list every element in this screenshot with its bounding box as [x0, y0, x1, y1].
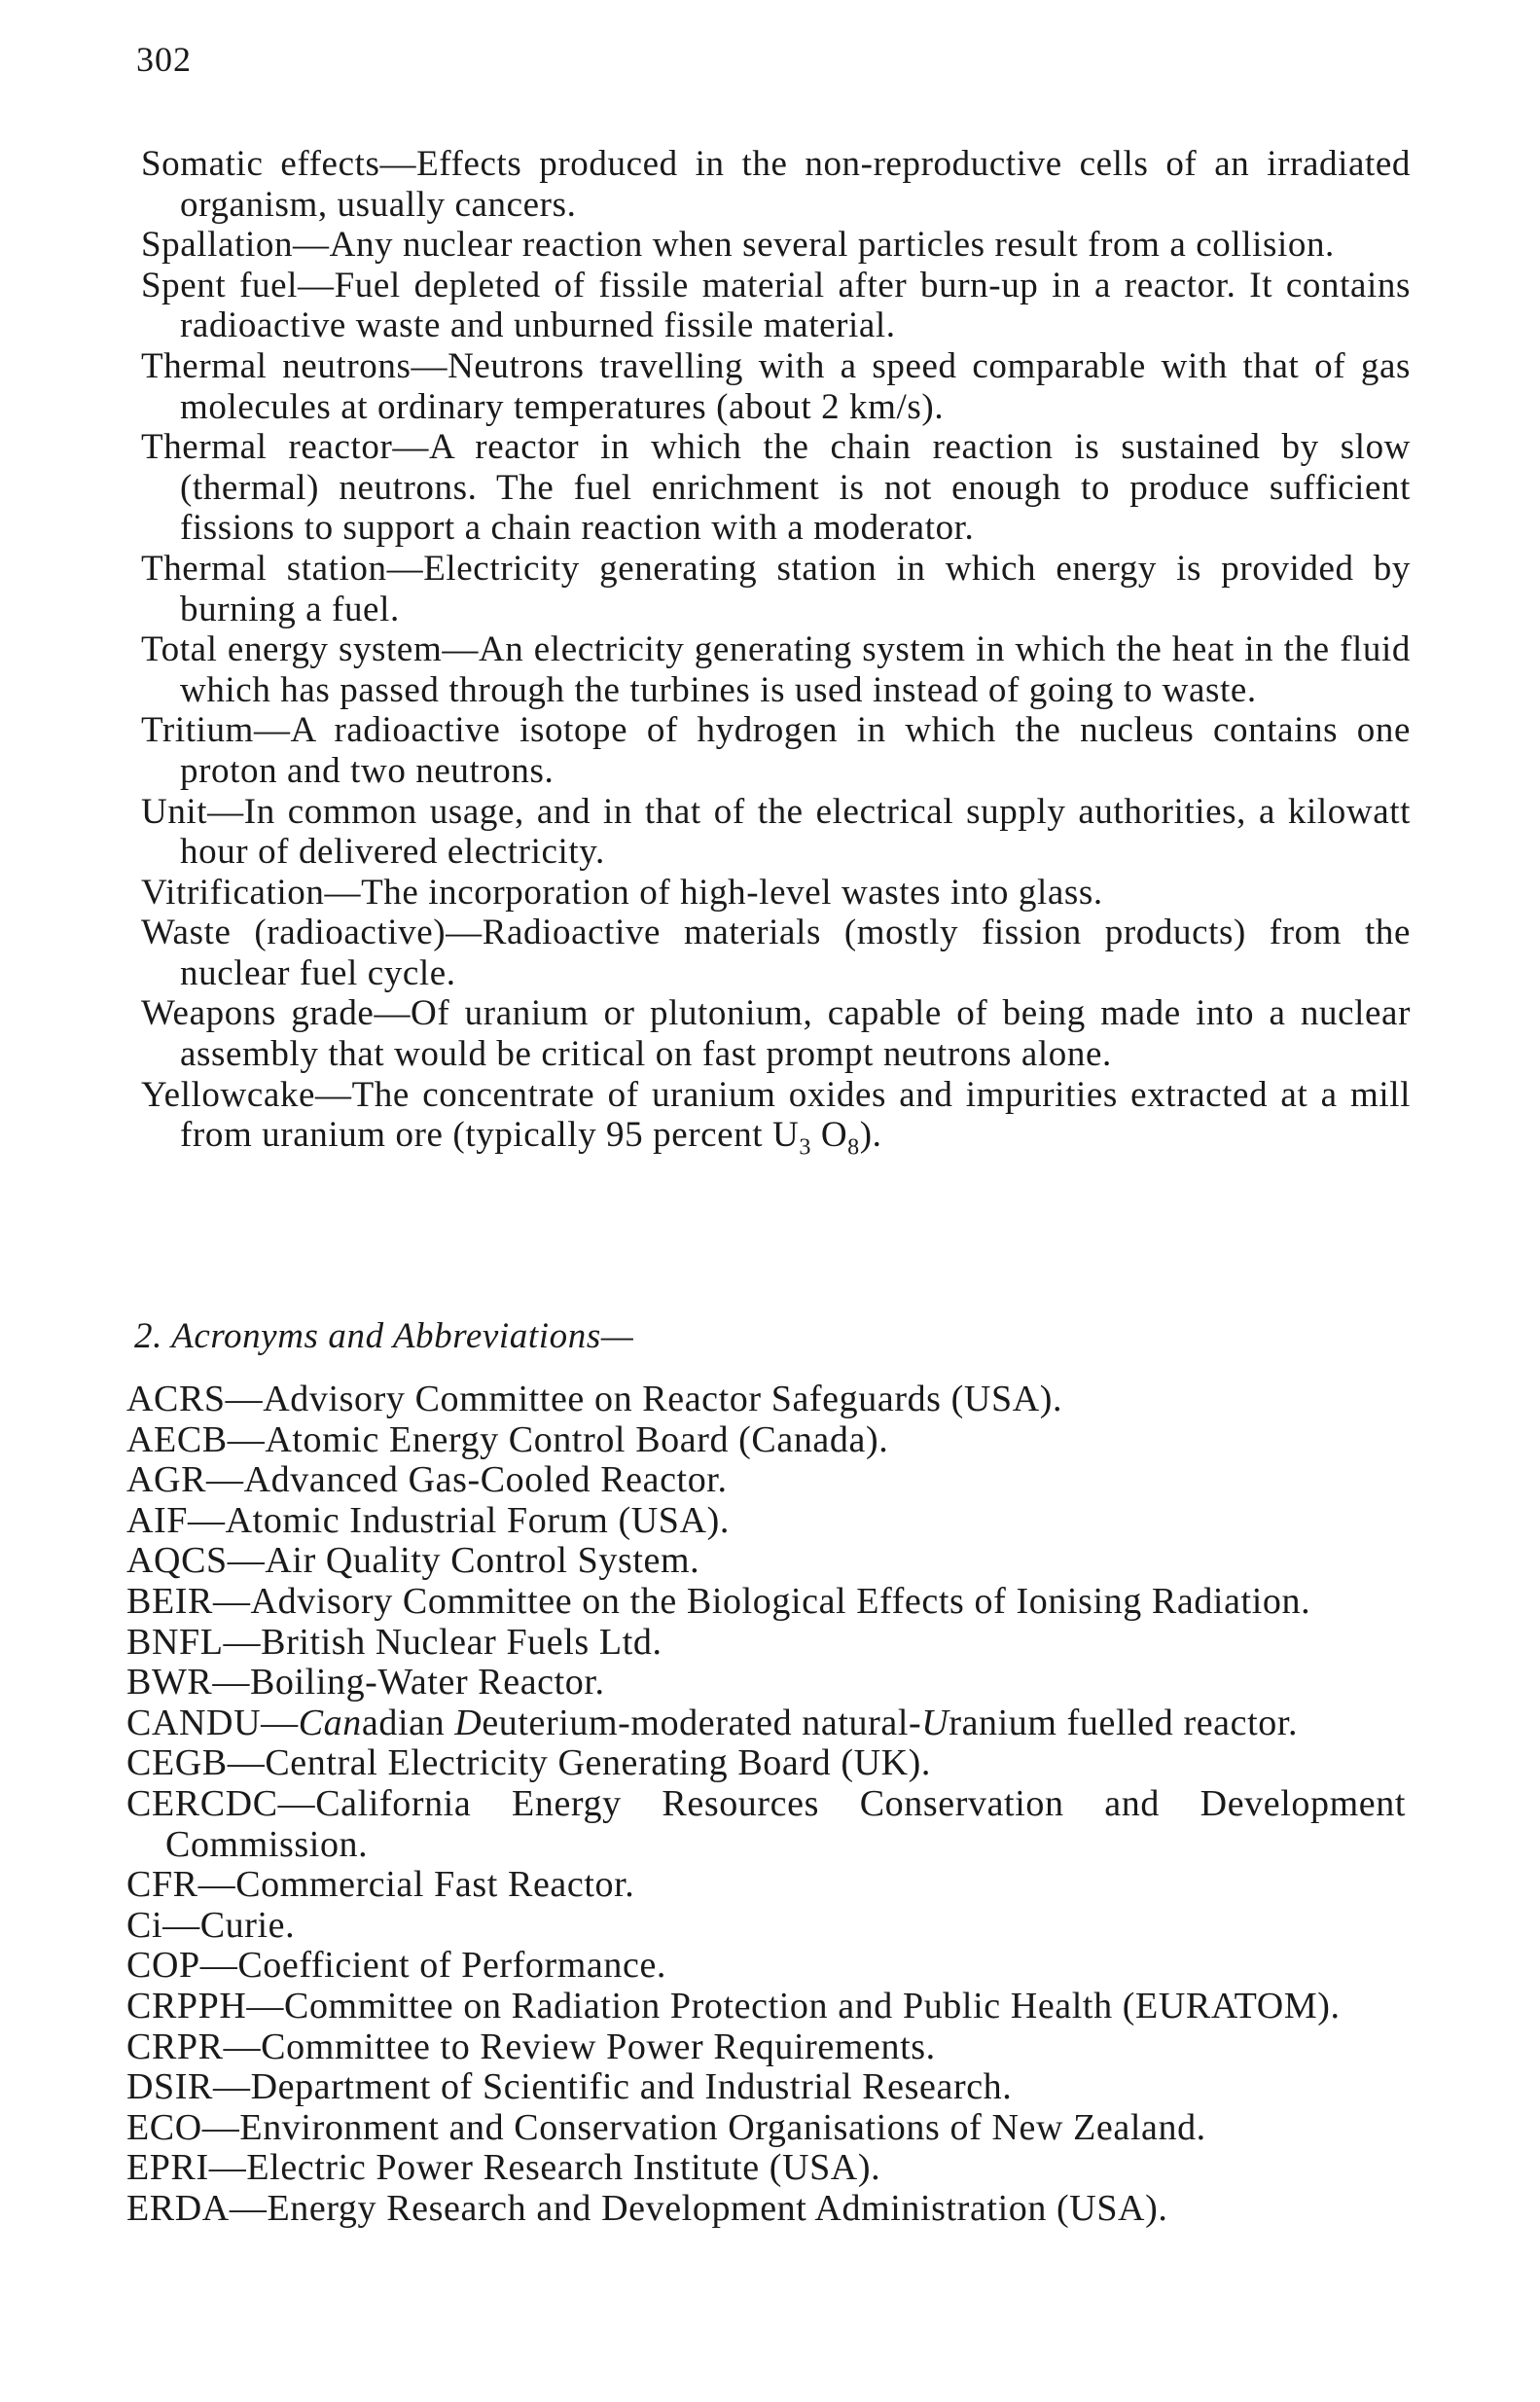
abbreviation-entry: EPRI—Electric Power Research Institute (USA).: [126, 2147, 881, 2189]
abbreviation-entry: DSIR—Department of Scientific and Industrial Research.: [126, 2066, 1013, 2108]
abbreviation-entry: BEIR—Advisory Committee on the Biological Effects of Ionising Radiation.: [126, 1580, 1311, 1622]
glossary-entry: Unit—In common usage, and in that of the electrical supply authorities, a kilowatt hour of delivered electricity.: [141, 791, 1411, 873]
candu-u: U: [921, 1702, 949, 1743]
abbreviation-entry: BWR—Boiling-Water Reactor.: [126, 1662, 605, 1703]
candu-part1: adian: [361, 1702, 455, 1743]
glossary-list: [141, 144, 1411, 1168]
abbreviation-entry: Ci—Curie.: [126, 1904, 296, 1946]
glossary-entry: Vitrification—The incorporation of high-level wastes into glass.: [141, 872, 1103, 913]
abbreviation-entry: ECO—Environment and Conservation Organisations of New Zealand.: [126, 2106, 1206, 2148]
glossary-entry: Spent fuel—Fuel depleted of fissile material after burn-up in a reactor. It contains radioactive waste and unburned fissile material.: [141, 265, 1411, 346]
abbreviation-entry: AIF—Atomic Industrial Forum (USA).: [126, 1499, 730, 1541]
candu-d: D: [454, 1702, 483, 1743]
glossary-entry: Thermal neutrons—Neutrons travelling with a speed comparable with that of gas molecules at ordinary temperatures (about 2 km/s).: [141, 345, 1411, 427]
section-heading: 2. Acronyms and Abbreviations—: [134, 1316, 634, 1356]
abbreviation-entry: AQCS—Air Quality Control System.: [126, 1540, 700, 1582]
abbreviation-entry: ACRS—Advisory Committee on Reactor Safeguards (USA).: [126, 1379, 1063, 1419]
abbreviation-entry: ERDA—Energy Research and Development Administration (USA).: [126, 2187, 1168, 2229]
glossary-entry: Waste (radioactive)—Radioactive materials (mostly fission products) from the nuclear fuel cycle.: [141, 913, 1411, 993]
glossary-entry: Somatic effects—Effects produced in the non-reproductive cells of an irradiated organism, usually cancers.: [141, 144, 1411, 225]
glossary-entry: Thermal station—Electricity generating station in which energy is provided by burning a fuel.: [141, 548, 1411, 629]
candu-ca: Can: [298, 1702, 362, 1743]
abbreviation-entry: CERCDC—California Energy Resources Conservation and Development Commission.: [126, 1782, 1406, 1865]
glossary-entry: Total energy system—An electricity generating system in which the heat in the fluid which has passed through the turbines is used instead of going to waste.: [141, 629, 1411, 710]
abbreviation-entry-candu: [126, 1703, 1406, 1744]
candu-part2: euterium-moderated natural-: [482, 1702, 922, 1743]
glossary-entry-yellowcake: [141, 1075, 1411, 1169]
abbreviation-entry: CRPPH—Committee on Radiation Protection and Public Health (EURATOM).: [126, 1985, 1341, 2026]
candu-part3: ranium fuelled reactor.: [949, 1702, 1299, 1743]
subscript-8: 8: [847, 1134, 860, 1161]
abbreviation-entry: CFR—Commercial Fast Reactor.: [126, 1864, 635, 1906]
glossary-entry: Thermal reactor—A reactor in which the chain reaction is sustained by slow (thermal) neutrons. The fuel enrichment is not enough to produce sufficient fissions to support a chain reaction with a moderator.: [141, 427, 1411, 549]
abbreviation-entry: AECB—Atomic Energy Control Board (Canada).: [126, 1418, 889, 1460]
abbreviation-entry: CEGB—Central Electricity Generating Board (UK).: [126, 1742, 932, 1784]
abbreviation-entry: AGR—Advanced Gas-Cooled Reactor.: [126, 1459, 728, 1501]
glossary-entry: Spallation—Any nuclear reaction when several particles result from a collision.: [141, 225, 1335, 266]
candu-prefix: CANDU—: [126, 1702, 299, 1743]
abbreviations-list: [126, 1380, 1406, 2229]
glossary-entry: Weapons grade—Of uranium or plutonium, capable of being made into a nuclear assembly that would be critical on fast prompt neutrons alone.: [141, 993, 1411, 1075]
yellowcake-end: ).: [859, 1115, 882, 1156]
abbreviation-entry: CRPR—Committee to Review Power Requirements.: [126, 2026, 936, 2067]
subscript-3: 3: [799, 1134, 811, 1161]
abbreviation-entry: COP—Coefficient of Performance.: [126, 1945, 667, 1987]
glossary-entry: Tritium—A radioactive isotope of hydrogen in which the nucleus contains one proton and two neutrons.: [141, 710, 1411, 791]
abbreviation-entry: BNFL—British Nuclear Fuels Ltd.: [126, 1621, 663, 1663]
yellowcake-oxygen: O: [810, 1115, 848, 1156]
page-number: 302: [136, 40, 192, 79]
yellowcake-text: Yellowcake—The concentrate of uranium oxides and impurities extracted at a mill from uranium ore (typically 95 percent U: [141, 1074, 1411, 1156]
